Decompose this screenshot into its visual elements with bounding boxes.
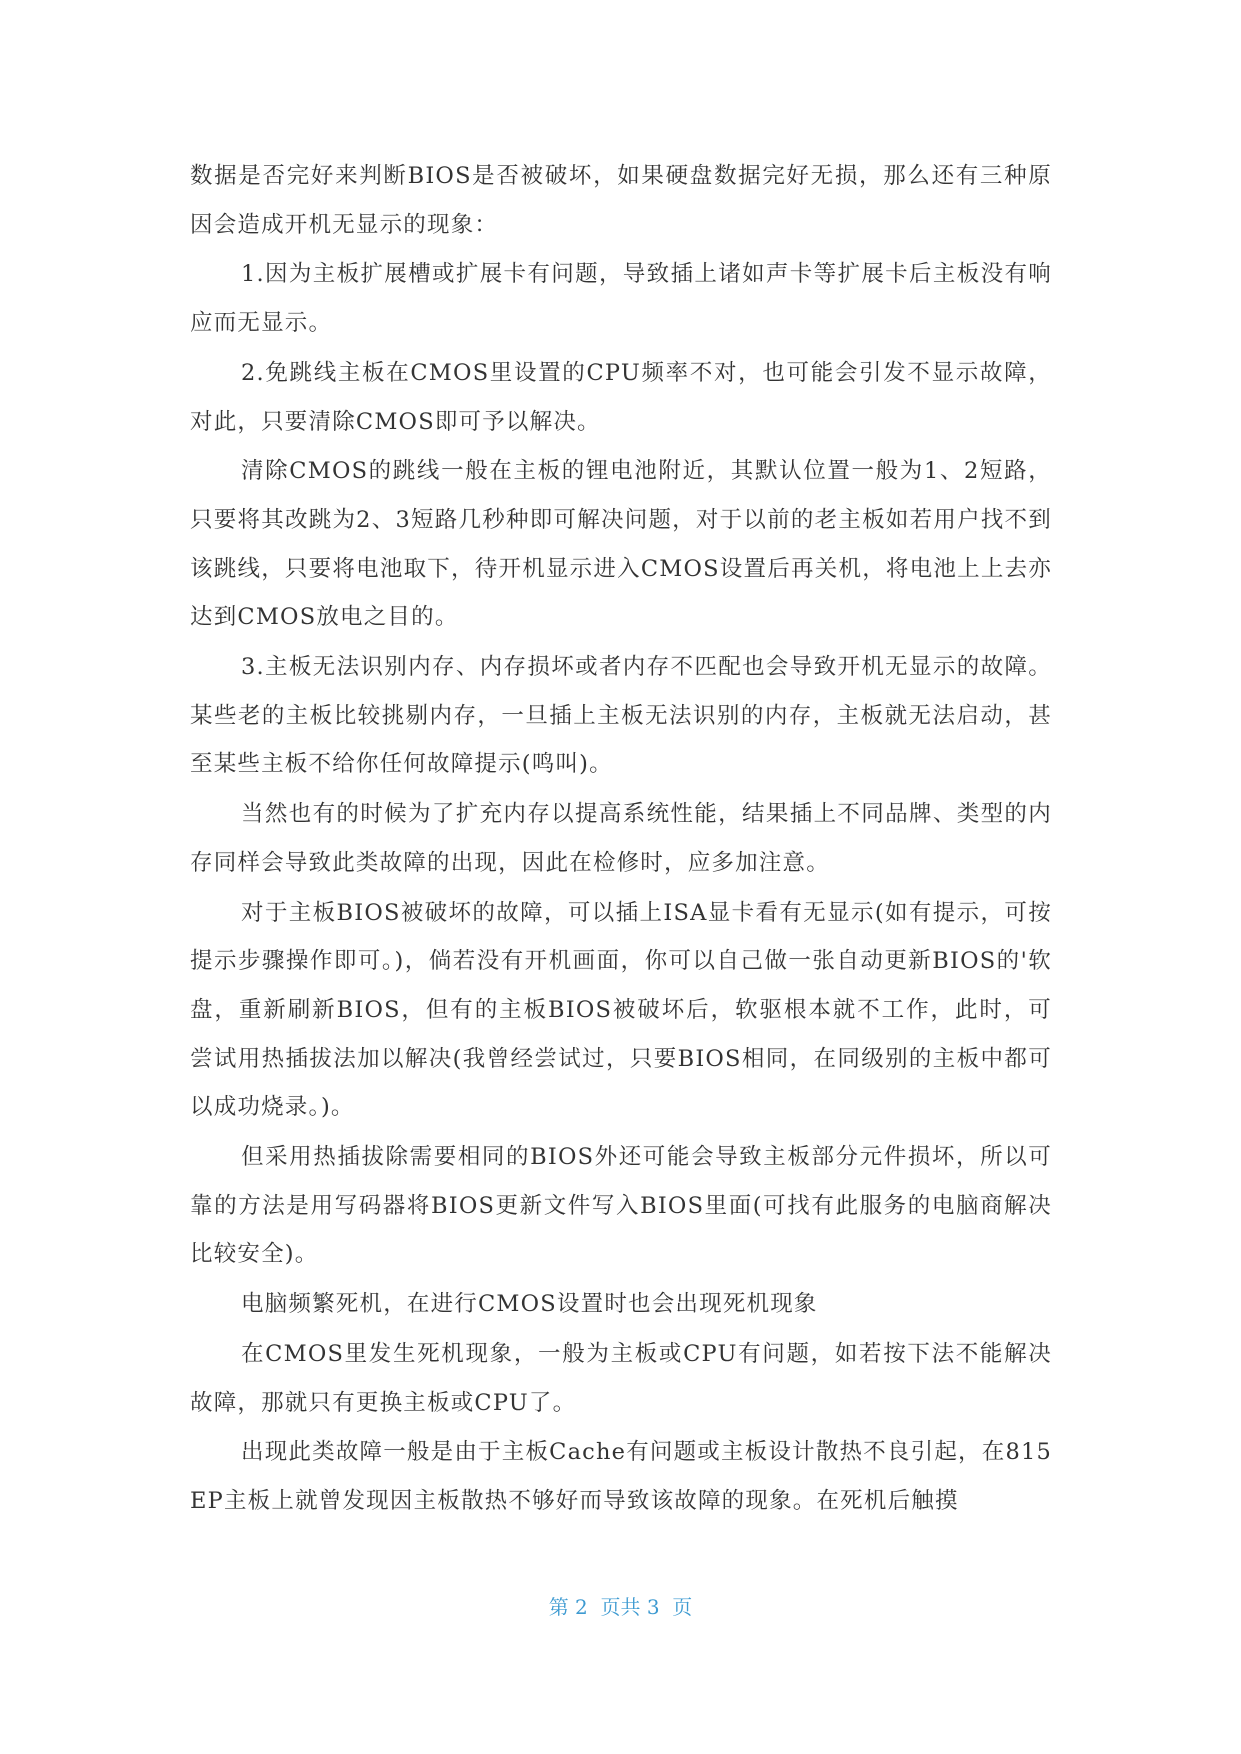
paragraph: 1.因为主板扩展槽或扩展卡有问题，导致插上诸如声卡等扩展卡后主板没有响应而无显示。: [190, 261, 1052, 337]
paragraph: 在CMOS里发生死机现象，一般为主板或CPU有问题，如若按下法不能解决故障，那就只有更换主板或CPU了。: [190, 1340, 1052, 1416]
paragraph: 3.主板无法识别内存、内存损坏或者内存不匹配也会导致开机无显示的故障。某些老的主板比较挑剔内存，一旦插上主板无法识别的内存，主板就无法启动，甚至某些主板不给你任何故障提示(鸣叫)。: [190, 654, 1052, 778]
paragraph: 清除CMOS的跳线一般在主板的锂电池附近，其默认位置一般为1、2短路，只要将其改跳为2、3短路几秒种即可解决问题，对于以前的老主板如若用户找不到该跳线，只要将电池取下，待开机显示进入CMOS设置后再关机，将电池上上去亦达到CMOS放电之目的。: [190, 458, 1052, 631]
paragraph: 当然也有的时候为了扩充内存以提高系统性能，结果插上不同品牌、类型的内存同样会导致此类故障的出现，因此在检修时，应多加注意。: [190, 801, 1052, 876]
document-body: [190, 152, 1052, 1527]
paragraph: 2.免跳线主板在CMOS里设置的CPU频率不对，也可能会引发不显示故障，对此，只要清除CMOS即可予以解决。: [190, 359, 1052, 435]
paragraph: 数据是否完好来判断BIOS是否被破坏，如果硬盘数据完好无损，那么还有三种原因会造成开机无显示的现象：: [190, 163, 1052, 238]
page-footer: 第 2 页共 3 页: [548, 1595, 693, 1619]
paragraph: 出现此类故障一般是由于主板Cache有问题或主板设计散热不良引起，在815EP主板上就曾发现因主板散热不够好而导致该故障的现象。在死机后触摸: [190, 1439, 1052, 1514]
paragraph: 电脑频繁死机，在进行CMOS设置时也会出现死机现象: [241, 1291, 818, 1318]
paragraph: 对于主板BIOS被破坏的故障，可以插上ISA显卡看有无显示(如有提示，可按提示步骤操作即可。)，倘若没有开机画面，你可以自己做一张自动更新BIOS的'软盘，重新刷新BIOS，但有的主板BIOS被破坏后，软驱根本就不工作，此时，可尝试用热插拔法加以解决(我曾经尝试过，只要BIOS相同，在同级别的主板中都可以成功烧录。)。: [190, 899, 1052, 1121]
paragraph: 但采用热插拔除需要相同的BIOS外还可能会导致主板部分元件损坏，所以可靠的方法是用写码器将BIOS更新文件写入BIOS里面(可找有此服务的电脑商解决比较安全)。: [190, 1144, 1052, 1268]
